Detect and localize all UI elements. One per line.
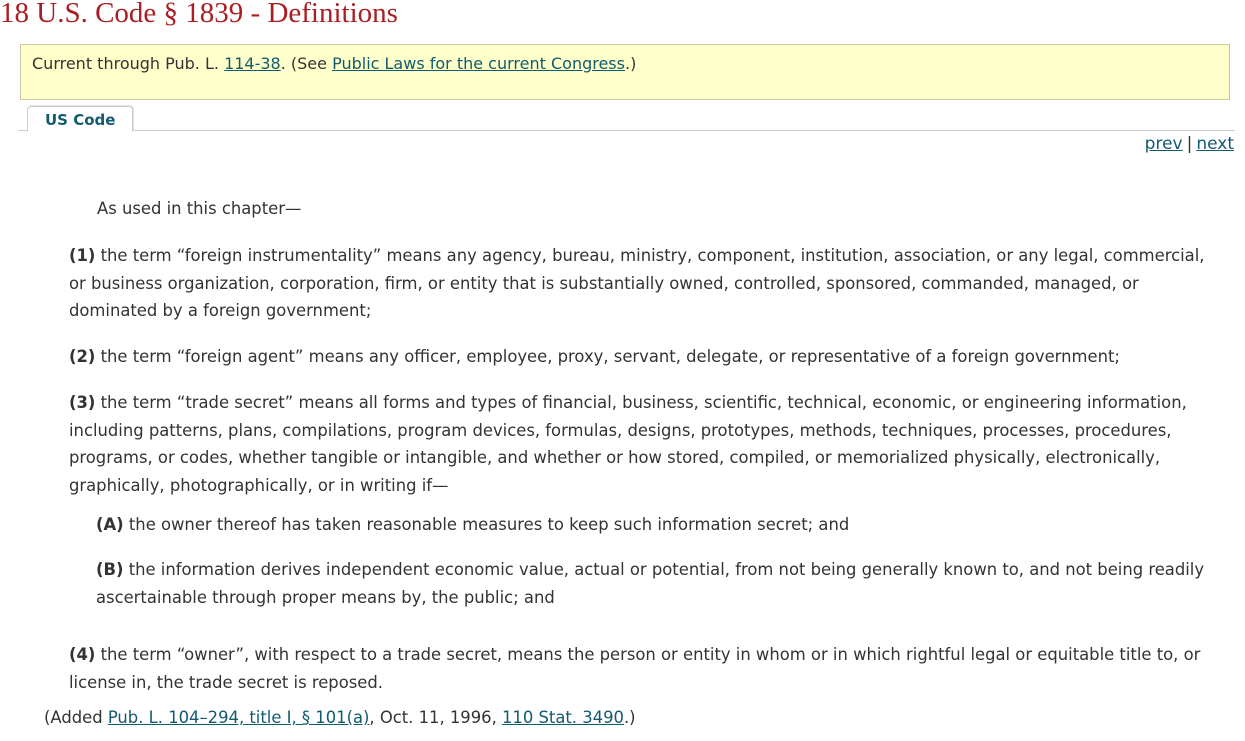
paragraph-text: the term “foreign instrumentality” means any agency, bureau, ministry, component, institution, association, or any legal, commercial, or business organization, corporation, firm, or entity that is substantially owned, controlled, sponsored, commanded, managed, or dominated by a foreign government; xyxy=(69,246,1205,320)
paragraph-number: (1) xyxy=(69,246,96,265)
subparagraph-b xyxy=(96,556,1216,611)
subparagraph-a xyxy=(96,511,1216,539)
paragraph-number: (2) xyxy=(69,347,96,366)
source-credit xyxy=(44,708,636,727)
subparagraph-number: (A) xyxy=(96,515,124,534)
pager-separator: | xyxy=(1186,134,1193,154)
paragraph-number: (4) xyxy=(69,645,96,664)
notice-suffix: .) xyxy=(624,54,637,73)
paragraph-4 xyxy=(69,641,1219,696)
next-link[interactable]: next xyxy=(1196,134,1234,154)
prev-link[interactable]: prev xyxy=(1144,134,1183,154)
subparagraph-text: the information derives independent economic value, actual or potential, from not being generally known to, and not being readily ascertainable through proper means by, the public; and xyxy=(96,560,1205,607)
page-title: 18 U.S. Code § 1839 - Definitions xyxy=(0,0,398,29)
notice-middle: . (See xyxy=(280,54,333,73)
paragraph-text: the term “foreign agent” means any officer, employee, proxy, servant, delegate, or representative of a foreign government; xyxy=(95,347,1120,366)
credit-prefix: (Added xyxy=(44,708,108,727)
credit-middle: , Oct. 11, 1996, xyxy=(369,708,502,727)
notice-prefix: Current through Pub. L. xyxy=(32,54,225,73)
section-intro: As used in this chapter— xyxy=(97,199,302,218)
credit-suffix: .) xyxy=(623,708,636,727)
tab-us-code[interactable]: US Code xyxy=(27,106,133,132)
stat-3490-link[interactable]: 110 Stat. 3490 xyxy=(502,708,624,727)
subparagraph-text: the owner thereof has taken reasonable measures to keep such information secret; and xyxy=(123,515,850,534)
public-law-link[interactable]: 114-38 xyxy=(224,54,281,73)
subparagraph-number: (B) xyxy=(96,560,124,579)
currency-notice xyxy=(20,44,1230,100)
paragraph-2 xyxy=(69,343,1219,371)
pager xyxy=(1145,134,1234,154)
paragraph-3 xyxy=(69,389,1219,499)
current-congress-link[interactable]: Public Laws for the current Congress xyxy=(332,54,625,73)
paragraph-text: the term “trade secret” means all forms and types of financial, business, scientific, technical, economic, or engineering information, including patterns, plans, compilations, program devices, formulas, designs, prototypes, methods, techniques, processes, procedures, programs, or codes, whether tangible or intangible, and whether or how stored, compiled, or memorialized physically, electronically, graphically, photographically, or in writing if— xyxy=(69,393,1187,495)
paragraph-number: (3) xyxy=(69,393,96,412)
tab-bar-divider xyxy=(18,130,1235,131)
pub-law-104-294-link[interactable]: Pub. L. 104–294, title I, § 101(a) xyxy=(107,708,370,727)
paragraph-text: the term “owner”, with respect to a trade secret, means the person or entity in whom or in which rightful legal or equitable title to, or license in, the trade secret is reposed. xyxy=(69,645,1201,692)
paragraph-1 xyxy=(69,242,1219,325)
